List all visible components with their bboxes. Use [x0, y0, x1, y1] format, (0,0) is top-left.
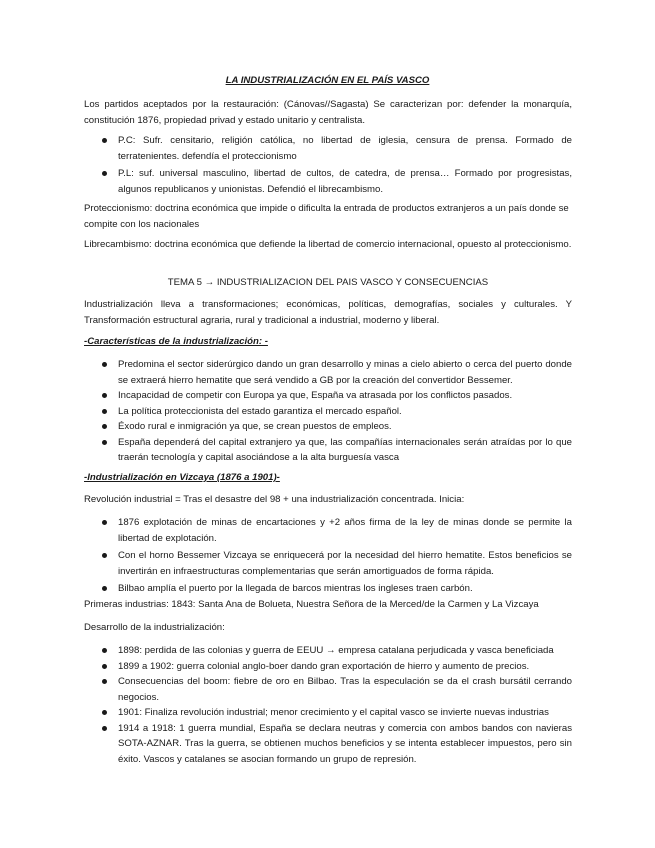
desarrollo-list — [84, 643, 572, 767]
list-item: Consecuencias del boom: fiebre de oro en Bilbao. Tras la especulación se da el crash bursátil cerrando negocios. — [84, 674, 572, 705]
caracteristicas-heading: -Características de la industrialización: - — [84, 336, 268, 347]
tema-heading: TEMA 5 → INDUSTRIALIZACION DEL PAIS VASCO Y CONSECUENCIAS — [167, 277, 489, 288]
revolucion-paragraph: Revolución industrial = Tras el desastre del 98 + una industrialización concentrada. Inicia: — [84, 494, 465, 505]
intro-paragraph: Los partidos aceptados por la restauración: (Cánovas//Sagasta) Se caracterizan por: defender la monarquía, constitución 1876, propiedad privad y estado unitario y centralista. — [84, 99, 572, 126]
list-item: Incapacidad de competir con Europa ya que, España va atrasada por los conflictos pasados. — [84, 388, 572, 404]
vizcaya-heading: -Industrialización en Vizcaya (1876 a 1901)- — [84, 472, 280, 483]
list-item: 1899 a 1902: guerra colonial anglo-boer dando gran exportación de hierro y aumento de precios. — [84, 659, 572, 675]
document-title: LA INDUSTRIALIZACIÓN EN EL PAÍS VASCO — [225, 75, 430, 86]
list-item: 1876 explotación de minas de encartaciones y +2 años firma de la ley de minas donde se permite la libertad de explotación. — [84, 515, 572, 546]
list-item: La política proteccionista del estado garantiza el mercado español. — [84, 404, 572, 420]
proteccionismo-definition: Proteccionismo: doctrina económica que impide o dificulta la entrada de productos extranjeros a un país donde se compite con los nacionales — [84, 203, 569, 230]
list-item: 1898: perdida de las colonias y guerra de EEUU → empresa catalana perjudicada y vasca beneficiada — [84, 643, 572, 659]
list-item: P.C: Sufr. censitario, religión católica, no libertad de iglesia, censura de prensa. Formado de terratenientes. defendía el proteccionismo — [84, 133, 572, 164]
list-item: 1901: Finaliza revolución industrial; menor crecimiento y el capital vasco se invierte nuevas industrias — [84, 705, 572, 721]
list-item: P.L: suf. universal masculino, libertad de cultos, de catedra, de prensa… Formado por progresistas, algunos republicanos y unionistas. Defendió el librecambismo. — [84, 166, 572, 197]
primeras-industrias: Primeras industrias: 1843: Santa Ana de Bolueta, Nuestra Señora de la Merced/de la Carmen y La Vizcaya — [84, 599, 539, 610]
industrializacion-intro: Industrialización lleva a transformaciones; económicas, políticas, demografías, sociales y culturales. Y Transformación estructural agraria, rural y tradicional a industrial, moderno y liberal. — [84, 299, 572, 326]
list-item: España dependerá del capital extranjero ya que, las compañías internacionales serán atraídas por lo que traerán tecnología y capital asociándose a la alta burguesía vasca — [84, 435, 572, 466]
list-item: Predomina el sector siderúrgico dando un gran desarrollo y minas a cielo abierto o cerca del puerto donde se extraerá hierro hematite que será vendido a GB por la creación del convertidor Bessemer. — [84, 357, 572, 388]
list-item: Éxodo rural e inmigración ya que, se crean puestos de empleos. — [84, 419, 572, 435]
list-item: Con el horno Bessemer Vizcaya se enriquecerá por la necesidad del hierro hematite. Estos beneficios se invertirán en infraestructuras complementarias que serán amortiguados de forma rápida. — [84, 548, 572, 579]
vizcaya-list — [84, 515, 572, 597]
librecambismo-definition: Librecambismo: doctrina económica que defiende la libertad de comercio internacional, opuesto al proteccionismo. — [84, 239, 572, 250]
list-item: Bilbao amplía el puerto por la llegada de barcos mientras los ingleses traen carbón. — [84, 581, 572, 597]
parties-list — [84, 133, 572, 197]
caracteristicas-list — [84, 357, 572, 466]
desarrollo-heading: Desarrollo de la industrialización: — [84, 622, 225, 633]
list-item: 1914 a 1918: 1 guerra mundial, España se declara neutras y comercia con ambos bandos con navieras SOTA-AZNAR. Tras la guerra, se obtienen muchos beneficios y se intenta establecer impuestos, pero sin éxito. Vascos y catalanes se asocian formando un grupo de represión. — [84, 721, 572, 768]
